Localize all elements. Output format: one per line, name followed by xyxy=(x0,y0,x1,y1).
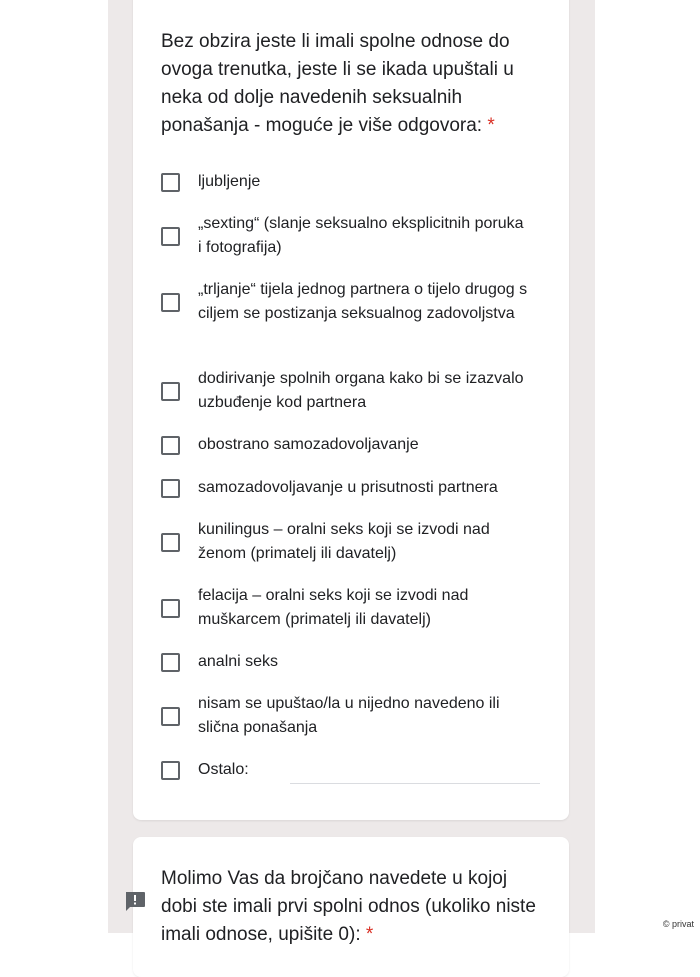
option-label: obostrano samozadovoljavanje xyxy=(198,436,419,453)
option-label: kunilingus – oralni seks koji se izvodi nad ženom (primatelj ili davatelj) xyxy=(198,521,490,562)
required-asterisk: * xyxy=(365,924,374,945)
option-label: „trljanje“ tijela jednog partnera o tijelo drugog s ciljem se postizanja seksualnog zadovoljstva xyxy=(198,281,528,322)
checkbox[interactable] xyxy=(161,227,180,246)
checkbox-option[interactable] xyxy=(161,170,561,194)
checkbox[interactable] xyxy=(161,293,180,312)
checkbox[interactable] xyxy=(161,653,180,672)
question-card-first-intercourse-age xyxy=(133,837,569,977)
option-label: Ostalo: xyxy=(198,761,249,778)
checkbox-option[interactable] xyxy=(161,433,561,457)
checkbox[interactable] xyxy=(161,382,180,401)
checkbox-option-other[interactable] xyxy=(161,758,561,782)
required-asterisk: * xyxy=(487,115,495,136)
checkbox[interactable] xyxy=(161,599,180,618)
question-title: Bez obzira jeste li imali spolne odnose do ovoga trenutka, jeste li se ikada upuštali u neka od dolje navedenih seksualnih ponašanja - moguće je više odgovora: * xyxy=(161,31,514,136)
checkbox[interactable] xyxy=(161,761,180,780)
checkbox-option[interactable] xyxy=(161,584,561,632)
checkbox-option[interactable] xyxy=(161,212,561,260)
checkbox-option[interactable] xyxy=(161,518,561,566)
question-title: Molimo Vas da brojčano navedete u kojoj dobi ste imali prvi spolni odnos (ukoliko niste imali odnose, upišite 0): * xyxy=(161,868,536,945)
checkbox[interactable] xyxy=(161,173,180,192)
checkbox[interactable] xyxy=(161,436,180,455)
checkbox-option[interactable] xyxy=(161,650,561,674)
checkbox[interactable] xyxy=(161,479,180,498)
question-card-sexual-behaviours xyxy=(133,0,569,820)
checkbox-option[interactable] xyxy=(161,476,561,500)
option-label: „sexting“ (slanje seksualno eksplicitnih poruka i fotografija) xyxy=(198,215,524,256)
option-label: felacija – oralni seks koji se izvodi nad muškarcem (primatelj ili davatelj) xyxy=(198,587,469,628)
checkbox[interactable] xyxy=(161,707,180,726)
option-label: nisam se upuštao/la u nijedno navedeno ili slična ponašanja xyxy=(198,695,500,736)
checkbox-option[interactable] xyxy=(161,278,561,326)
checkbox[interactable] xyxy=(161,533,180,552)
option-label: dodirivanje spolnih organa kako bi se izazvalo uzbuđenje kod partnera xyxy=(198,370,524,411)
checkbox-option[interactable] xyxy=(161,692,561,740)
feedback-flag-icon[interactable] xyxy=(123,890,147,914)
option-label: samozadovoljavanje u prisutnosti partnera xyxy=(198,479,498,496)
option-label: analni seks xyxy=(198,653,279,670)
checkbox-option[interactable] xyxy=(161,367,561,415)
option-label: ljubljenje xyxy=(198,173,261,190)
other-text-input[interactable] xyxy=(290,783,540,784)
photo-credit: © privat xyxy=(662,919,694,929)
